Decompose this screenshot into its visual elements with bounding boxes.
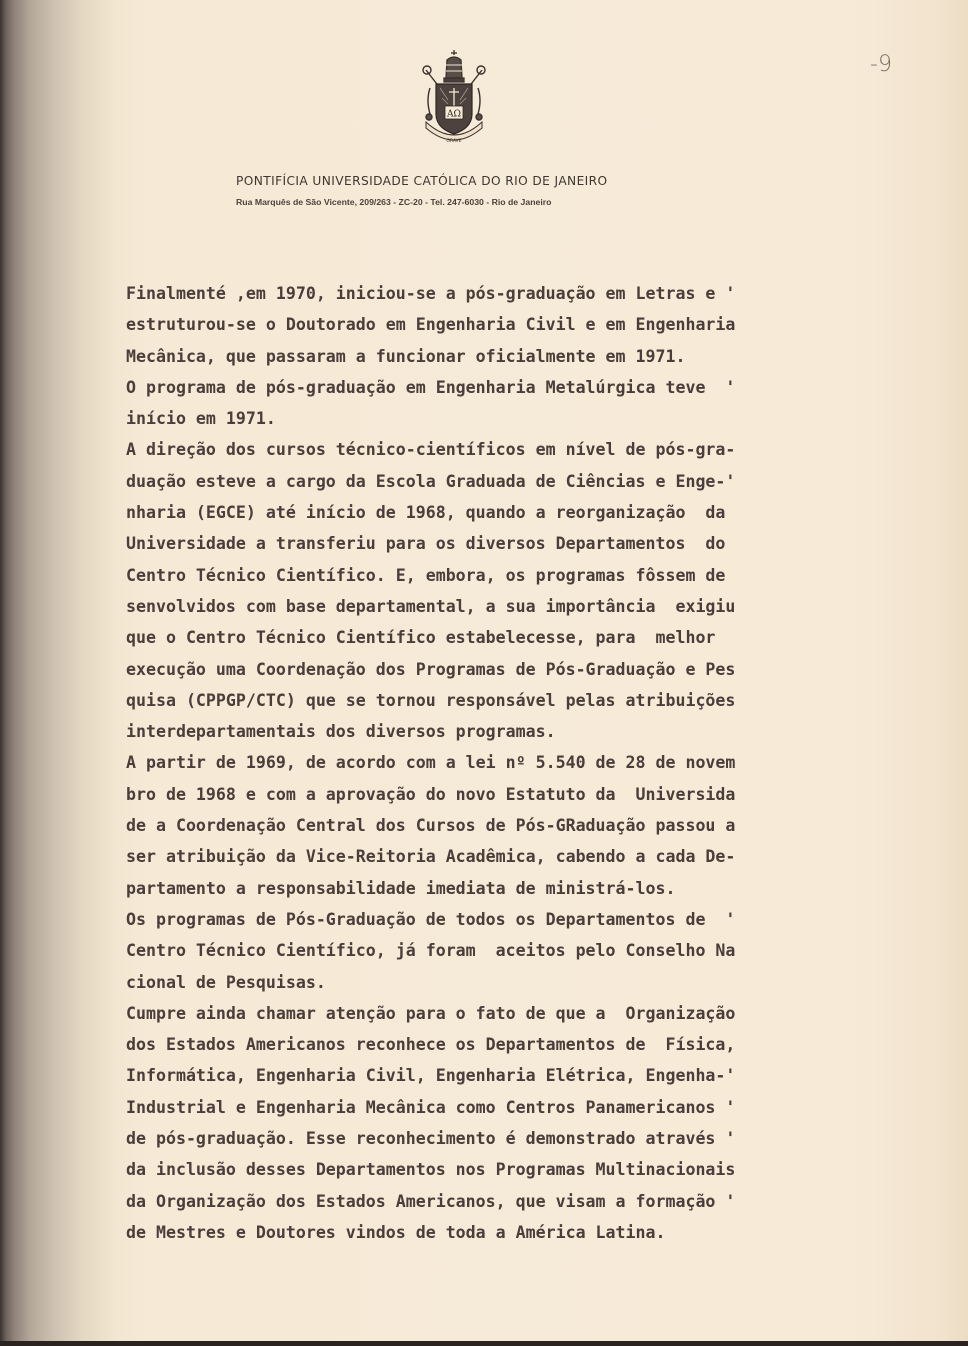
scan-bottom-edge [0, 1341, 968, 1346]
text-line: Finalmenté ,em 1970, iniciou-se a pós-graduação em Letras e ' [126, 284, 736, 303]
text-line: Cumpre ainda chamar atenção para o fato de que a Organização [126, 1003, 736, 1023]
text-line: bro de 1968 e com a aprovação do novo Estatuto da Universida [126, 784, 736, 804]
text-line: Centro Técnico Científico. E, embora, os programas fôssem de [126, 565, 726, 585]
institution-address: Rua Marquês de São Vicente, 209/263 - ZC-20 - Tel. 247-6030 - Rio de Janeiro [236, 197, 552, 207]
text-line: início em 1971. [126, 409, 276, 429]
text-line: A direção dos cursos técnico-científicos em nível de pós-gra- [126, 440, 736, 460]
text-line: Os programas de Pós-Graduação de todos os Departamentos de ' [126, 909, 736, 929]
text-line: que o Centro Técnico Científico estabelecesse, para melhor [126, 628, 716, 648]
text-line: de Mestres e Doutores vindos de toda a América Latina. [126, 1222, 666, 1242]
text-line: senvolvidos com base departamental, a sua importância exigiu [126, 596, 736, 616]
text-line: Informática, Engenharia Civil, Engenharia Elétrica, Engenha-' [126, 1066, 736, 1086]
text-line: de a Coordenação Central dos Cursos de Pós-GRaduação passou a [126, 816, 736, 836]
text-line: cional de Pesquisas. [126, 972, 326, 992]
text-line: Centro Técnico Científico, já foram aceitos pelo Conselho Na [126, 941, 736, 961]
crest-alpha-omega: AΩ [447, 109, 461, 120]
text-line: partamento a responsabilidade imediata de ministrá-los. [126, 878, 676, 898]
text-line: ser atribuição da Vice-Reitoria Acadêmica, cabendo a cada De- [126, 847, 736, 867]
text-line: estruturou-se o Doutorado em Engenharia Civil e em Engenharia [126, 315, 736, 335]
text-line: duação esteve a cargo da Escola Graduada de Ciências e Enge-' [126, 471, 736, 491]
text-line: Universidade a transferiu para os diversos Departamentos do [126, 534, 726, 554]
text-line: A partir de 1969, de acordo com a lei nº 5.540 de 28 de novem [126, 753, 736, 773]
papal-tiara-icon [444, 50, 464, 82]
text-line: da Organização dos Estados Americanos, que visam a formação ' [126, 1191, 736, 1211]
page-number: -9 [870, 52, 892, 77]
text-line: Industrial e Engenharia Mecânica como Centros Panamericanos ' [126, 1097, 736, 1117]
text-line: de pós-graduação. Esse reconhecimento é demonstrado através ' [126, 1129, 736, 1149]
text-line: quisa (CPPGP/CTC) que se tornou responsável pelas atribuições [126, 690, 736, 710]
body-text [126, 278, 886, 1248]
crest-motto: GRAVE [446, 139, 462, 144]
university-crest-icon [418, 48, 490, 148]
text-line: execução uma Coordenação dos Programas de Pós-Graduação e Pes [126, 659, 736, 679]
text-line: nharia (EGCE) até início de 1968, quando a reorganização da [126, 503, 726, 523]
shield-icon [436, 84, 472, 134]
text-line: Mecânica, que passaram a funcionar oficialmente em 1971. [126, 346, 686, 366]
text-line: da inclusão desses Departamentos nos Programas Multinacionais [126, 1160, 736, 1180]
text-line: O programa de pós-graduação em Engenharia Metalúrgica teve ' [126, 377, 736, 397]
institution-name: PONTIFÍCIA UNIVERSIDADE CATÓLICA DO RIO DE JANEIRO [236, 174, 608, 188]
text-line: dos Estados Americanos reconhece os Departamentos de Física, [126, 1035, 736, 1055]
text-line: interdepartamentais dos diversos programas. [126, 722, 556, 742]
